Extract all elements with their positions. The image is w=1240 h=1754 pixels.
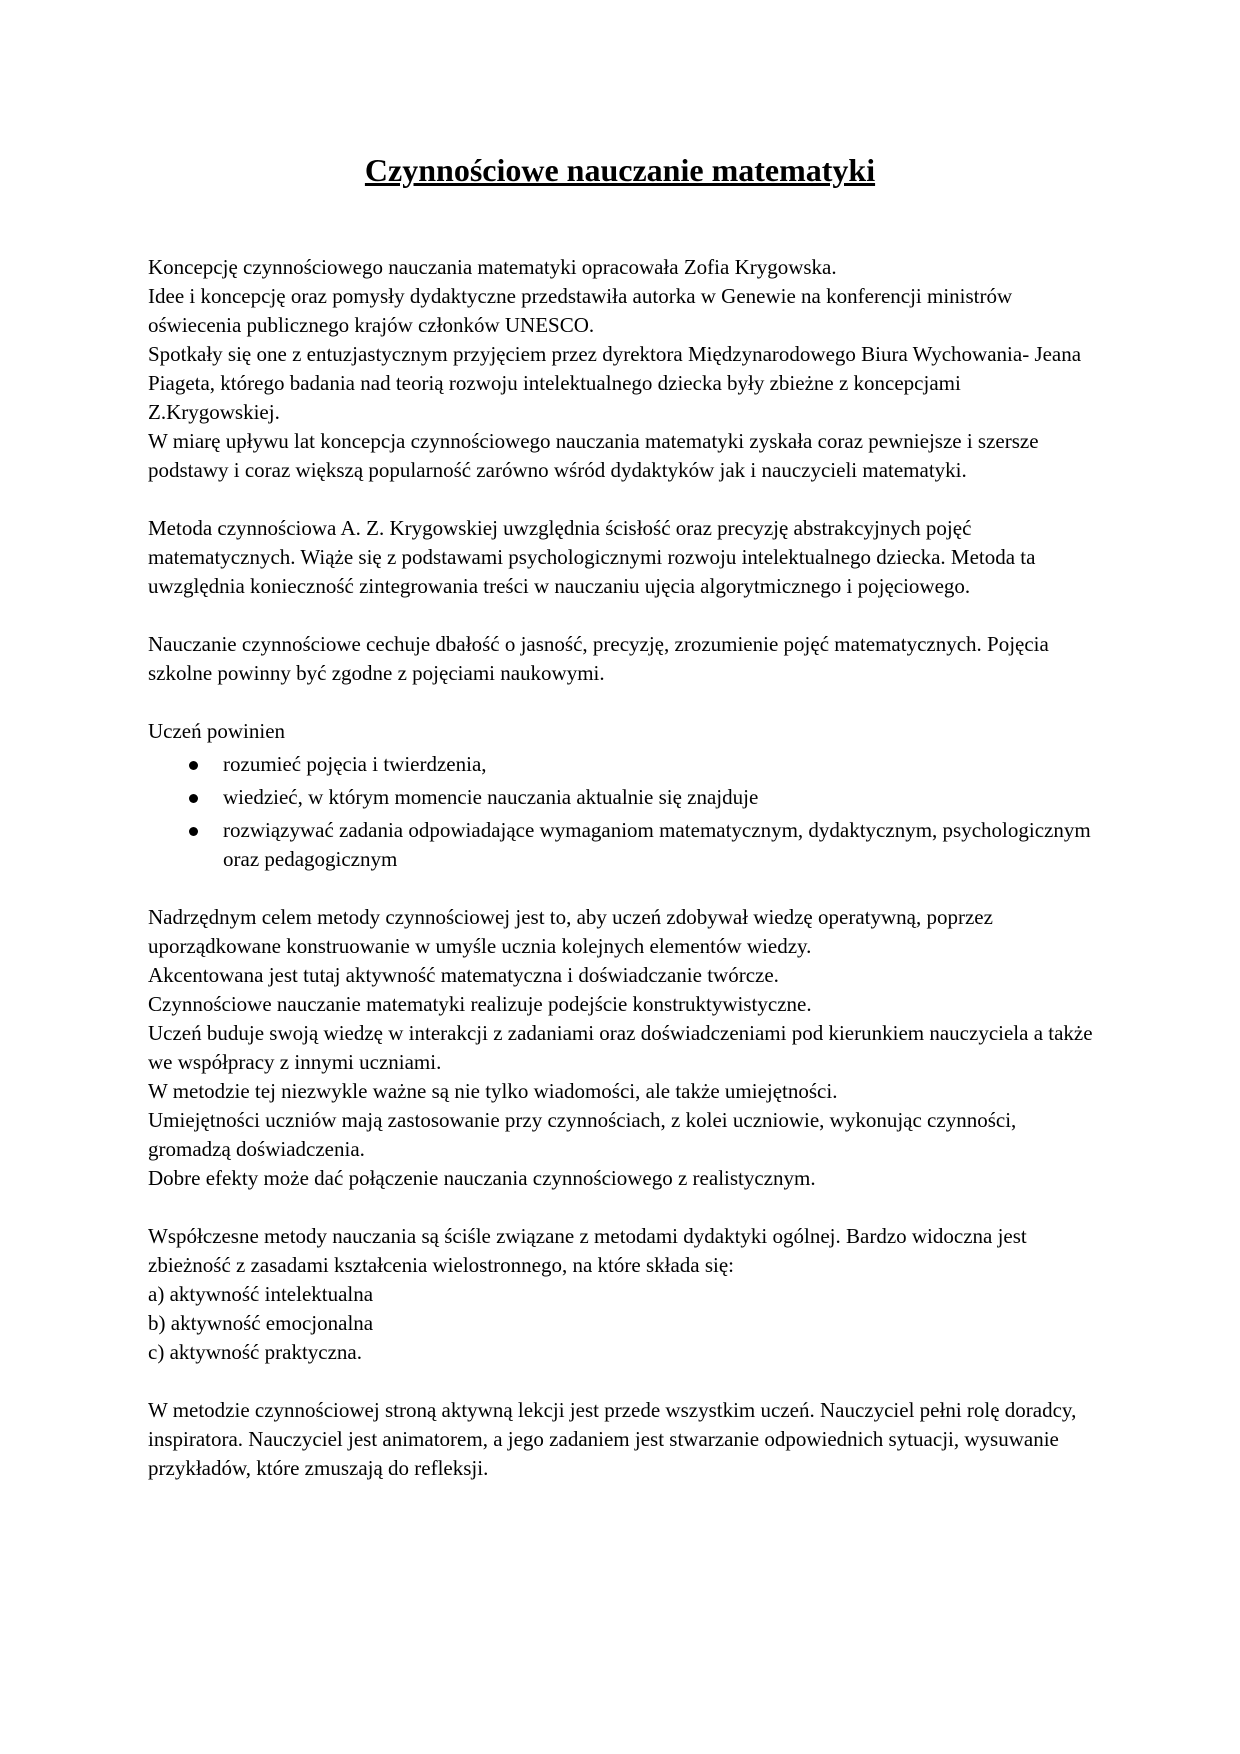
text-line: Idee i koncepcję oraz pomysły dydaktyczne przedstawiła autorka w Genewie na konferencji ministrów oświecenia publicznego krajów członków UNESCO. — [148, 284, 1013, 337]
text-line: Akcentowana jest tutaj aktywność matematyczna i doświadczanie twórcze. — [148, 963, 779, 987]
document-title: Czynnościowe nauczanie matematyki — [364, 152, 876, 188]
bullet-icon — [189, 827, 198, 836]
list-intro: Uczeń powinien — [148, 719, 286, 743]
bullet-list — [148, 750, 1093, 874]
bullet-icon — [189, 761, 198, 770]
paragraph-spacer — [148, 1193, 1093, 1222]
paragraph-method-description: Metoda czynnościowa A. Z. Krygowskiej uwzględnia ścisłość oraz precyzję abstrakcyjnych pojęć matematycznych. Wiąże się z podstawami psychologicznymi rozwoju intelektualnego dziecka. Metoda ta uwzględnia konieczność zintegrowania treści w nauczaniu ujęcia algorytmicznego i pojęciowego. — [148, 516, 1036, 598]
list-item — [148, 816, 1093, 874]
bullet-icon — [189, 794, 198, 803]
list-item — [148, 783, 1093, 812]
list-item-text: rozwiązywać zadania odpowiadające wymaganiom matematycznym, dydaktycznym, psychologicznym oraz pedagogicznym — [223, 818, 1091, 871]
paragraph-teaching-features: Nauczanie czynnościowe cechuje dbałość o jasność, precyzję, zrozumienie pojęć matematycznych. Pojęcia szkolne powinny być zgodne z pojęciami naukowymi. — [148, 632, 1049, 685]
text-line: Czynnościowe nauczanie matematyki realizuje podejście konstruktywistyczne. — [148, 992, 812, 1016]
text-line: W metodzie tej niezwykle ważne są nie tylko wiadomości, ale także umiejętności. — [148, 1079, 838, 1103]
paragraph-introduction — [148, 253, 1093, 485]
text-line: Współczesne metody nauczania są ściśle związane z metodami dydaktyki ogólnej. Bardzo widoczna jest zbieżność z zasadami kształcenia wielostronnego, na które składa się: — [148, 1224, 1027, 1277]
paragraph-goals — [148, 903, 1093, 1193]
text-line: Spotkały się one z entuzjastycznym przyjęciem przez dyrektora Międzynarodowego Biura Wychowania- Jeana Piageta, którego badania nad teorią rozwoju intelektualnego dziecka były zbieżne z koncepcjami Z.Krygowskiej. — [148, 342, 1082, 424]
text-line: c) aktywność praktyczna. — [148, 1340, 362, 1364]
paragraph-spacer — [148, 688, 1093, 717]
text-line: Koncepcję czynnościowego nauczania matematyki opracowała Zofia Krygowska. — [148, 255, 837, 279]
list-item-text: rozumieć pojęcia i twierdzenia, — [223, 752, 487, 776]
text-line: Umiejętności uczniów mają zastosowanie przy czynnościach, z kolei uczniowie, wykonując czynności, gromadzą doświadczenia. — [148, 1108, 1017, 1161]
paragraph-general-didactics — [148, 1222, 1093, 1367]
list-item — [148, 750, 1093, 779]
text-line: Uczeń buduje swoją wiedzę w interakcji z zadaniami oraz doświadczeniami pod kierunkiem nauczyciela a także we współpracy z innymi uczniami. — [148, 1021, 1093, 1074]
text-line: W miarę upływu lat koncepcja czynnościowego nauczania matematyki zyskała coraz pewniejsze i szersze podstawy i coraz większą popularność zarówno wśród dydaktyków jak i nauczycieli matematyki. — [148, 429, 1039, 482]
text-line: Dobre efekty może dać połączenie nauczania czynnościowego z realistycznym. — [148, 1166, 816, 1190]
paragraph-spacer — [148, 1367, 1093, 1396]
text-line: b) aktywność emocjonalna — [148, 1311, 374, 1335]
text-line: a) aktywność intelektualna — [148, 1282, 374, 1306]
list-item-text: wiedzieć, w którym momencie nauczania aktualnie się znajduje — [223, 785, 759, 809]
document-body — [148, 253, 1093, 1483]
text-line: Nadrzędnym celem metody czynnościowej jest to, aby uczeń zdobywał wiedzę operatywną, poprzez uporządkowane konstruowanie w umyśle ucznia kolejnych elementów wiedzy. — [148, 905, 993, 958]
paragraph-spacer — [148, 485, 1093, 514]
paragraph-teacher-role: W metodzie czynnościowej stroną aktywną lekcji jest przede wszystkim uczeń. Nauczyciel pełni rolę doradcy, inspiratora. Nauczyciel jest animatorem, a jego zadaniem jest stwarzanie odpowiednich sytuacji, wysuwanie przykładów, które zmuszają do refleksji. — [148, 1398, 1077, 1480]
paragraph-spacer — [148, 601, 1093, 630]
paragraph-spacer — [148, 874, 1093, 903]
